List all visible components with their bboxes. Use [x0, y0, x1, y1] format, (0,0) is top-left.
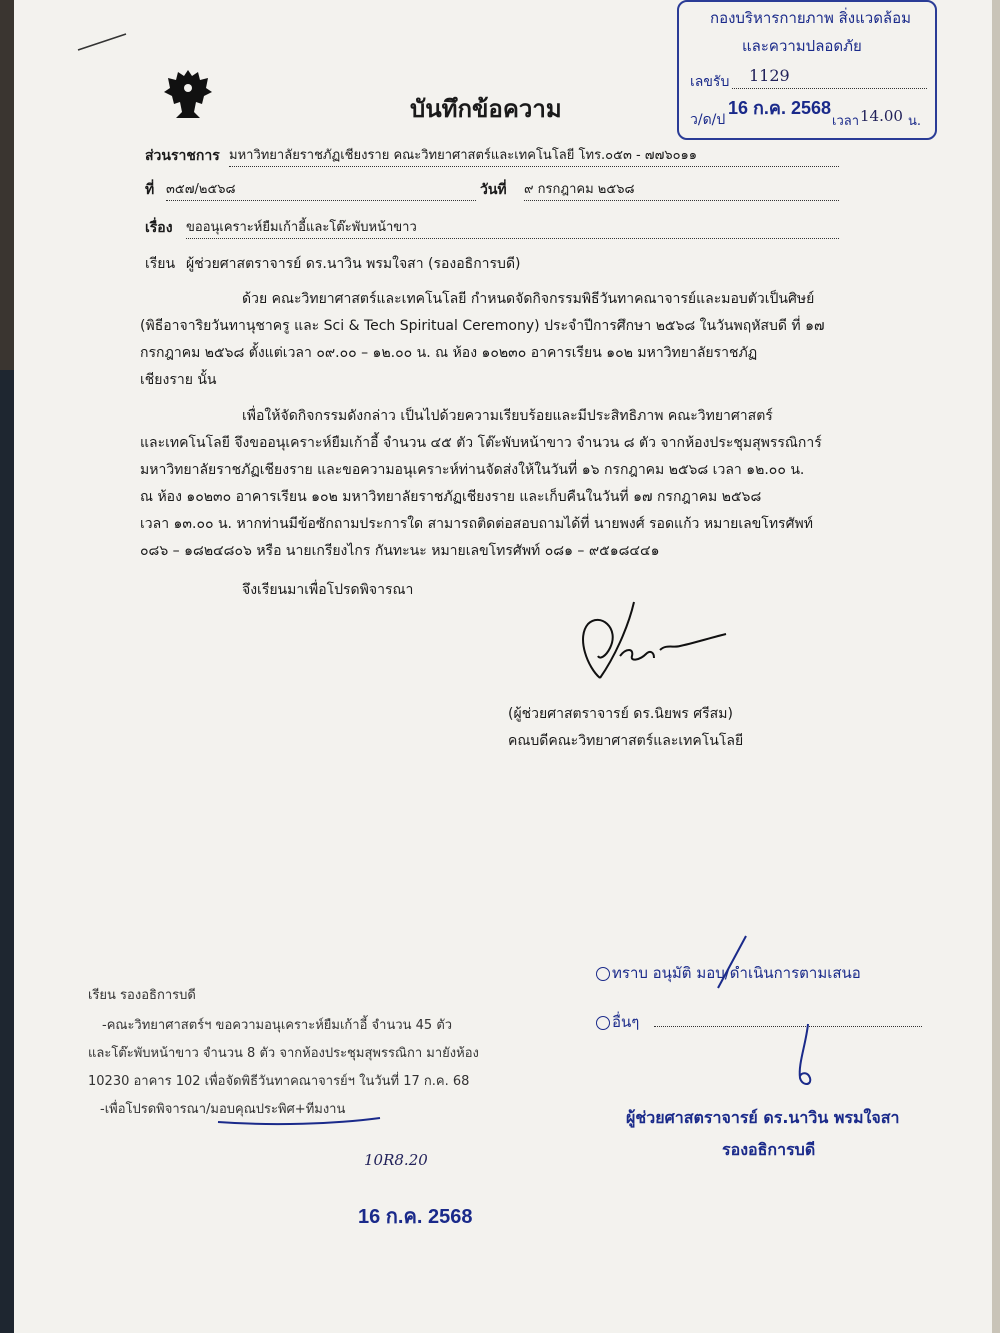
ref-value: ๓๕๗/๒๕๖๘ — [166, 180, 476, 201]
subject-value: ขออนุเคราะห์ยืมเก้าอี้และโต๊ะพับหน้าขาว — [186, 218, 839, 239]
ref-label: ที่ — [145, 182, 155, 198]
note-line1: -คณะวิทยาศาสตร์ฯ ขอความอนุเคราะห์ยืมเก้าอี้ จำนวน 45 ตัว — [102, 1018, 453, 1033]
closing-line: จึงเรียนมาเพื่อโปรดพิจารณา — [242, 582, 414, 598]
note-line4: -เพื่อโปรดพิจารณา/มอบคุณประพิศ+ทีมงาน — [100, 1102, 346, 1117]
approver-name: ผู้ช่วยศาสตราจารย์ ดร.นาวิน พรมใจสา — [626, 1108, 900, 1127]
stamp-date-label: ว/ด/ป — [690, 112, 726, 128]
to-label: เรียน — [145, 256, 176, 272]
stamp-org-line1: กองบริหารกายภาพ สิ่งแวดล้อม — [710, 9, 912, 27]
note-date-stamp: 16 ก.ค. 2568 — [358, 1206, 473, 1228]
approver-position: รองอธิการบดี — [722, 1140, 816, 1159]
p2-line6: ๐๘๖ – ๑๘๒๔๘๐๖ หรือ นายเกรียงไกร กันทะนะ หมายเลขโทรศัพท์ ๐๘๑ – ๙๕๑๘๔๔๑ — [140, 543, 660, 559]
p1-line1: ด้วย คณะวิทยาศาสตร์และเทคโนโลยี กำหนดจัดกิจกรรมพิธีวันทาคณาจารย์และมอบตัวเป็นศิษย์ — [242, 291, 815, 307]
stamp-org-line2: และความปลอดภัย — [742, 37, 862, 55]
stamp-time-label: เวลา — [832, 114, 860, 129]
date-value: ๙ กรกฎาคม ๒๕๖๘ — [524, 180, 839, 201]
memo-title: บันทึกข้อความ — [410, 95, 562, 123]
stamp-time-unit: น. — [908, 114, 922, 129]
p2-line3: มหาวิทยาลัยราชภัฏเชียงราย และขอความอนุเคราะห์ท่านจัดส่งให้ในวันที่ ๑๖ กรกฎาคม ๒๕๖๘ เวลา ๑๒.๐๐ น. — [140, 462, 805, 478]
note-line2: และโต๊ะพับหน้าขาว จำนวน 8 ตัว จากห้องประชุมสุพรรณิกา มายังห้อง — [88, 1046, 479, 1061]
note-underline — [214, 1114, 384, 1128]
signatory-name: (ผู้ช่วยศาสตราจารย์ ดร.นิยพร ศรีสม) — [508, 706, 733, 722]
subject-label: เรื่อง — [145, 220, 173, 236]
decision-checkmark — [712, 932, 752, 992]
note-line3: 10230 อาคาร 102 เพื่อจัดพิธีวันทาคณาจารย์ฯ ในวันที่ 17 ก.ค. 68 — [88, 1074, 470, 1089]
p2-line2: และเทคโนโลยี จึงขออนุเคราะห์ยืมเก้าอี้ จำนวน ๔๕ ตัว โต๊ะพับหน้าขาว จำนวน ๘ ตัว จากห้องประชุมสุพรรณิการ์ — [140, 435, 822, 451]
p1-line3: กรกฎาคม ๒๕๖๘ ตั้งแต่เวลา ๐๙.๐๐ – ๑๒.๐๐ น. ณ ห้อง ๑๐๒๓๐ อาคารเรียน ๑๐๒ มหาวิทยาลัยราชภัฏ — [140, 345, 758, 361]
date-label: วันที่ — [480, 182, 507, 198]
stamp-recv-line — [732, 88, 927, 89]
agency-label: ส่วนราชการ — [145, 148, 220, 164]
p2-line5: เวลา ๑๓.๐๐ น. หากท่านมีข้อซักถามประการใด สามารถติดต่อสอบถามได้ที่ นายพงศ์ รอดแก้ว หมายเลขโทรศัพท์ — [140, 516, 813, 532]
decision-other: อื่นๆ — [596, 1012, 639, 1032]
p2-line4: ณ ห้อง ๑๐๒๓๐ อาคารเรียน ๑๐๒ มหาวิทยาลัยราชภัฏเชียงราย และเก็บคืนในวันที่ ๑๗ กรกฎาคม ๒๕๖๘ — [140, 489, 762, 505]
stamp-recv-no: 1129 — [749, 66, 790, 85]
stamp-recv-label: เลขรับ — [690, 74, 730, 90]
dean-signature — [570, 598, 730, 688]
pen-mark — [74, 30, 134, 54]
desk-background — [0, 370, 14, 1333]
note-to: เรียน รองอธิการบดี — [88, 988, 196, 1003]
desk-edge — [992, 0, 1000, 1333]
p1-line4: เชียงราย นั้น — [140, 372, 217, 388]
memo-document — [14, 0, 992, 1333]
approver-signature — [786, 1020, 826, 1090]
to-value: ผู้ช่วยศาสตราจารย์ ดร.นาวิน พรมใจสา (รองอธิการบดี) — [186, 256, 521, 272]
note-initials: 10R8.20 — [364, 1151, 428, 1169]
decision-options: ทราบ อนุมัติ มอบ/ดำเนินการตามเสนอ — [596, 963, 861, 983]
garuda-emblem-icon — [162, 66, 214, 122]
agency-value: มหาวิทยาลัยราชภัฏเชียงราย คณะวิทยาศาสตร์และเทคโนโลยี โทร.๐๕๓ - ๗๗๖๐๑๑ — [229, 146, 839, 167]
stamp-time: 14.00 — [860, 107, 903, 125]
p2-line1: เพื่อให้จัดกิจกรรมดังกล่าว เป็นไปด้วยความเรียบร้อยและมีประสิทธิภาพ คณะวิทยาศาสตร์ — [242, 408, 773, 424]
p1-line2: (พิธีอาจาริยวันทานุชาครู และ Sci & Tech Spiritual Ceremony) ประจำปีการศึกษา ๒๕๖๘ ในวันพฤหัสบดี ที่ ๑๗ — [140, 318, 825, 334]
signatory-position: คณบดีคณะวิทยาศาสตร์และเทคโนโลยี — [508, 733, 744, 749]
stamp-date: 16 ก.ค. 2568 — [728, 98, 832, 118]
